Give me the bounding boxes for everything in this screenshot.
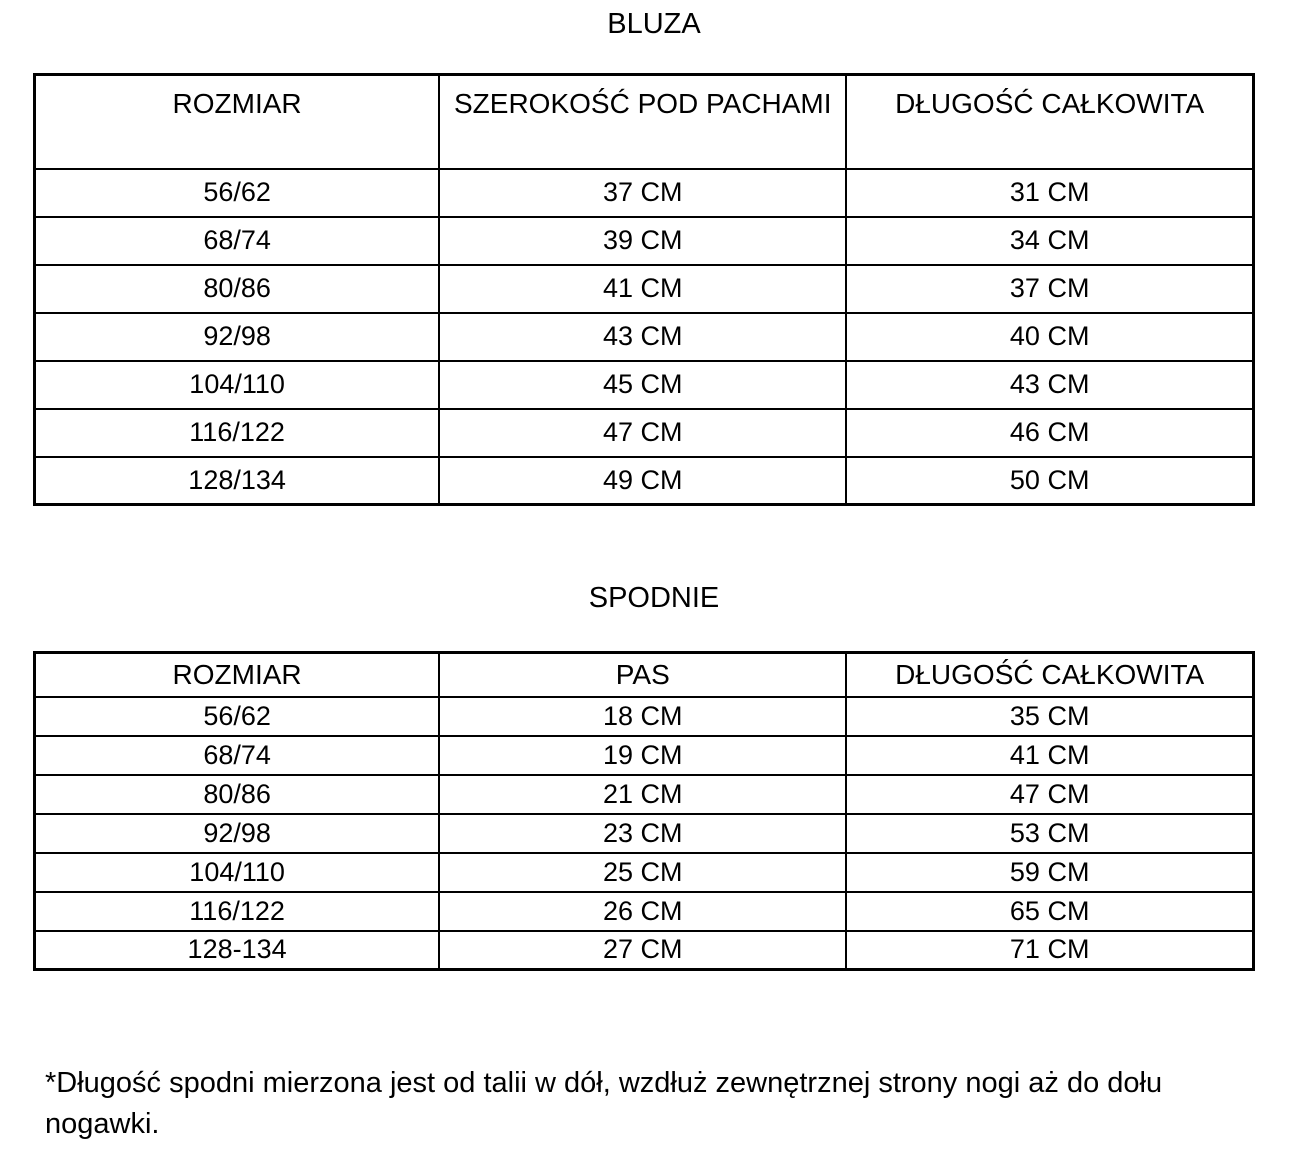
table-cell: 53 CM [846, 814, 1253, 853]
table-row [35, 931, 1254, 970]
table-cell: 92/98 [35, 814, 440, 853]
table-cell: 31 CM [846, 169, 1253, 217]
table-row [35, 814, 1254, 853]
table-row [35, 169, 1254, 217]
column-header-dlugosc: DŁUGOŚĆ CAŁKOWITA [846, 75, 1253, 169]
table-cell: 27 CM [439, 931, 846, 970]
table-cell: 34 CM [846, 217, 1253, 265]
table-cell: 49 CM [439, 457, 846, 505]
table-row [35, 775, 1254, 814]
table-row [35, 313, 1254, 361]
column-header-szerokosc: SZEROKOŚĆ POD PACHAMI [439, 75, 846, 169]
table-cell: 47 CM [439, 409, 846, 457]
table-cell: 41 CM [439, 265, 846, 313]
table-cell: 116/122 [35, 409, 440, 457]
table-row [35, 409, 1254, 457]
table-cell: 104/110 [35, 853, 440, 892]
table-cell: 23 CM [439, 814, 846, 853]
table-cell: 21 CM [439, 775, 846, 814]
table-cell: 43 CM [846, 361, 1253, 409]
table-cell: 68/74 [35, 736, 440, 775]
table-header-row [35, 75, 1254, 169]
table-row [35, 853, 1254, 892]
table-cell: 35 CM [846, 697, 1253, 736]
table-row [35, 892, 1254, 931]
table-cell: 41 CM [846, 736, 1253, 775]
column-header-pas: PAS [439, 653, 846, 697]
table-cell: 19 CM [439, 736, 846, 775]
table-cell: 92/98 [35, 313, 440, 361]
table-cell: 56/62 [35, 169, 440, 217]
column-header-rozmiar: ROZMIAR [35, 653, 440, 697]
table-row [35, 217, 1254, 265]
section-title-bluza: BLUZA [607, 8, 701, 40]
footnote: *Długość spodni mierzona jest od talii w dół, wzdłuż zewnętrznej strony nogi aż do dołu nogawki. [45, 1067, 1163, 1140]
table-cell: 56/62 [35, 697, 440, 736]
table-cell: 116/122 [35, 892, 440, 931]
table-cell: 25 CM [439, 853, 846, 892]
size-table-spodnie [33, 651, 1255, 971]
table-cell: 59 CM [846, 853, 1253, 892]
table-cell: 65 CM [846, 892, 1253, 931]
size-table-bluza [33, 73, 1255, 506]
table-cell: 46 CM [846, 409, 1253, 457]
table-cell: 45 CM [439, 361, 846, 409]
table-row [35, 457, 1254, 505]
column-header-dlugosc: DŁUGOŚĆ CAŁKOWITA [846, 653, 1253, 697]
table-row [35, 265, 1254, 313]
table-cell: 26 CM [439, 892, 846, 931]
table-cell: 40 CM [846, 313, 1253, 361]
table-cell: 43 CM [439, 313, 846, 361]
section-title-spodnie: SPODNIE [588, 582, 720, 614]
table-cell: 104/110 [35, 361, 440, 409]
column-header-rozmiar: ROZMIAR [35, 75, 440, 169]
table-cell: 128/134 [35, 457, 440, 505]
table-cell: 37 CM [846, 265, 1253, 313]
table-cell: 47 CM [846, 775, 1253, 814]
table-cell: 80/86 [35, 775, 440, 814]
table-cell: 80/86 [35, 265, 440, 313]
table-cell: 71 CM [846, 931, 1253, 970]
table-cell: 68/74 [35, 217, 440, 265]
table-cell: 37 CM [439, 169, 846, 217]
table-row [35, 697, 1254, 736]
table-cell: 128-134 [35, 931, 440, 970]
table-cell: 39 CM [439, 217, 846, 265]
table-header-row [35, 653, 1254, 697]
table-row [35, 361, 1254, 409]
table-row [35, 736, 1254, 775]
table-cell: 18 CM [439, 697, 846, 736]
table-cell: 50 CM [846, 457, 1253, 505]
